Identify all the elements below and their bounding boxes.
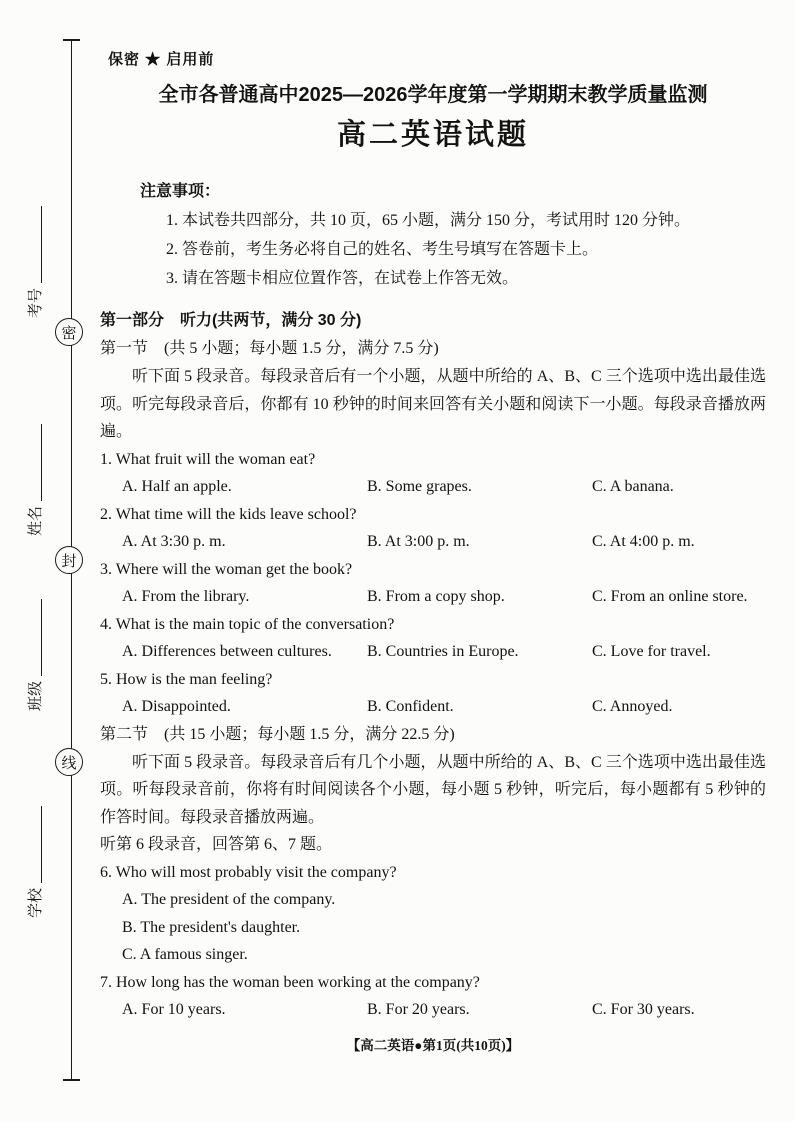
exam-title: 全市各普通高中2025—2026学年度第一学期期末教学质量监测 [158,83,708,106]
question-5-options [100,693,766,721]
question-5-text: 5. How is the man feeling? [100,670,273,688]
school-label: 学校 [28,887,44,918]
seal-line-top-tick [63,39,80,41]
question-7-option-a: A. For 10 years. [122,1001,226,1018]
seal-mark-xian: 线 [55,748,83,776]
part1-heading: 第一部分 听力(共两节，满分 30 分) [100,312,362,329]
class-field [23,599,45,711]
question-6-option-c: C. A famous singer. [122,946,248,963]
question-6-options [100,886,766,969]
question-4-options [100,638,766,666]
question-4-option-b: B. Countries in Europe. [367,643,519,660]
question-3-options [100,583,766,611]
question-6-option-b: B. The president's daughter. [122,918,301,936]
question-2-text: 2. What time will the kids leave school? [100,505,357,523]
seal-mark-mi: 密 [55,318,83,346]
question-3-text: 3. Where will the woman get the book? [100,560,353,578]
seal-mark-feng: 封 [55,546,83,574]
question-3 [100,556,766,611]
notes-section [140,177,766,293]
section2-instructions: 听下面 5 段录音。每段录音后有几个小题，从题中所给的 A、B、C 三个选项中选出最佳选项。听每段录音前，你将有时间阅读各个小题，每小题 5 秒钟，听完后，每小题都有 5 秒钟的作答时间。每段录音播放两遍。 [100,753,766,826]
question-5-option-c: C. Annoyed. [592,698,673,715]
section1-heading: 第一节 (共 5 小题；每小题 1.5 分，满分 7.5 分) [100,340,439,357]
question-2 [100,501,766,556]
question-4 [100,611,766,666]
question-2-option-a: A. At 3:30 p. m. [122,533,226,550]
exam-number-blank [41,206,42,283]
question-5 [100,666,766,721]
question-4-option-a: A. Differences between cultures. [122,643,332,660]
note-item-2: 2. 答卷前，考生务必将自己的姓名、考生号填写在答题卡上。 [166,241,599,258]
question-1-text: 1. What fruit will the woman eat? [100,450,316,468]
question-1-options [100,473,766,501]
student-name-label: 姓名 [28,505,44,536]
notes-heading: 注意事项： [140,183,221,200]
question-1-option-a: A. Half an apple. [122,478,232,495]
question-2-option-c: C. At 4:00 p. m. [592,533,695,550]
student-name-blank [41,424,42,501]
question-1-option-b: B. Some grapes. [367,478,472,495]
section1-instructions: 听下面 5 段录音。每段录音后有一个小题，从题中所给的 A、B、C 三个选项中选出最佳选项。听完每段录音后，你都有 10 秒钟的时间来回答有关小题和阅读下一小题。每段录音播放两遍。 [100,368,766,440]
question-2-option-b: B. At 3:00 p. m. [367,533,470,550]
question-7-option-b: B. For 20 years. [367,1001,470,1018]
question-7-text: 7. How long has the woman been working at the company? [100,973,480,991]
note-item-3: 3. 请在答题卡相应位置作答，在试卷上作答无效。 [166,270,519,287]
question-7-option-c: C. For 30 years. [592,1001,695,1018]
question-1 [100,446,766,501]
question-2-options [100,528,766,556]
confidential-notice: 保密 ★ 启用前 [108,51,215,68]
section2-heading: 第二节 (共 15 小题；每小题 1.5 分，满分 22.5 分) [100,725,455,743]
question-6-text: 6. Who will most probably visit the company? [100,863,397,881]
question-5-option-a: A. Disappointed. [122,698,231,715]
seal-line-bottom-tick [63,1079,80,1081]
school-field [23,806,45,918]
question-4-option-c: C. Love for travel. [592,643,711,660]
exam-number-label: 考号 [28,287,44,318]
class-label: 班级 [28,680,44,711]
paper-subtitle: 高二英语试题 [336,119,529,151]
page-footer: 【高二英语●第1页(共10页)】 [346,1038,520,1053]
question-7 [100,969,766,1024]
school-blank [41,806,42,883]
question-6-option-a: A. The president of the company. [122,891,336,908]
question-6 [100,859,766,969]
section2-listen-prompt: 听第 6 段录音，回答第 6、7 题。 [100,836,333,853]
note-item-1: 1. 本试卷共四部分，共 10 页，65 小题，满分 150 分，考试用时 120 分钟。 [166,212,691,229]
question-3-option-c: C. From an online store. [592,588,748,605]
exam-number-field [23,206,45,318]
student-name-field [23,424,45,536]
question-5-option-b: B. Confident. [367,698,454,715]
question-1-option-c: C. A banana. [592,478,674,495]
class-blank [41,599,42,676]
question-4-text: 4. What is the main topic of the conversation? [100,615,395,633]
paper-content [100,46,766,1024]
question-3-option-a: A. From the library. [122,588,250,605]
question-7-options [100,996,766,1024]
question-3-option-b: B. From a copy shop. [367,588,505,605]
